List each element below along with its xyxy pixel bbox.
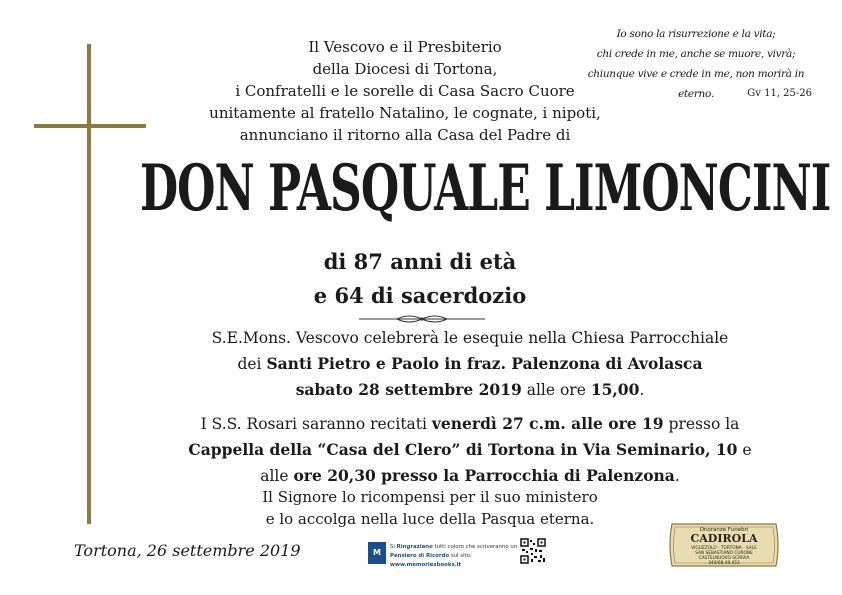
deceased-name: DON PASQUALE LIMONCINI	[140, 152, 831, 226]
memories-text-part: Ringraziano	[396, 544, 433, 550]
memories-text	[390, 543, 518, 570]
closing-prayer	[215, 486, 645, 530]
closing-line: Il Signore lo ricompensi per il suo ministero	[262, 488, 598, 506]
funeral-line-3	[140, 377, 800, 403]
memories-text-part: Si	[390, 544, 397, 550]
rosary-text: alle	[260, 467, 294, 485]
memories-text-part: tutti coloro che scriveranno un	[432, 544, 518, 550]
stamp-brand: CADIROLA	[690, 532, 758, 545]
rosary-line-1	[140, 411, 800, 437]
age-line: e 64 di sacerdozio	[313, 283, 527, 308]
stamp-line: VIGUZZOLO - TORTONA - SALE	[691, 546, 757, 551]
intro-line: i Confratelli e le sorelle di Casa Sacro Cuore	[235, 82, 575, 100]
funeral-time: 15,00	[590, 380, 640, 399]
stamp-phone: 340/68.49.453	[708, 561, 740, 566]
memories-logo-icon: M	[368, 542, 386, 564]
rosary-text: .	[674, 467, 680, 485]
cross-vertical-bar	[87, 44, 91, 524]
funeral-line-1	[140, 326, 800, 351]
funeral-text: S.E.Mons. Vescovo celebrerà le esequie nella Chiesa Parrocchiale	[211, 329, 729, 347]
stamp-line: SAN SEBASTIANO CURONE	[695, 551, 753, 556]
memories-link[interactable]: www.memoriesbooks.it	[390, 562, 462, 568]
qr-code-icon[interactable]	[520, 538, 546, 564]
stamp-line: CASTELNUOVO SCRIVIA	[698, 556, 750, 561]
quote-line: chiunque vive e crede in me, non morirà in eterno.	[587, 68, 805, 100]
intro-line: Il Vescovo e il Presbiterio	[308, 38, 502, 56]
rosary-second-location: ore 20,30 presso la Parrocchia di Palenzona	[293, 466, 675, 485]
intro-line: della Diocesi di Tortona,	[312, 60, 498, 78]
age-line: di 87 anni di età	[323, 249, 517, 274]
funeral-home-stamp	[668, 520, 780, 570]
announcement-intro	[170, 36, 640, 146]
stamp-line: Onoranze Funebri	[699, 527, 749, 533]
closing-line: e lo accolga nella luce della Pasqua eterna.	[265, 510, 595, 528]
intro-line: annunciano il ritorno alla Casa del Padre di	[239, 126, 571, 144]
rosary-text: e	[737, 441, 752, 459]
funeral-text: dei	[237, 355, 267, 373]
church-name: Santi Pietro e Paolo in fraz. Palenzona di Avolasca	[266, 354, 703, 373]
rosary-location: Cappella della “Casa del Clero” di Tortona in Via Seminario, 10	[188, 440, 738, 459]
ceremony-details	[140, 326, 800, 489]
quote-line: chi crede in me, anche se muore, vivrà;	[596, 48, 796, 60]
rosary-text: I S.S. Rosari saranno recitati	[200, 415, 432, 433]
intro-line: unitamente al fratello Natalino, le cognate, i nipoti,	[209, 104, 601, 122]
funeral-line-2	[140, 351, 800, 377]
rosary-date: venerdì 27 c.m. alle ore 19	[431, 414, 664, 433]
quote-line: Io sono la risurrezione e la vita;	[616, 28, 776, 40]
place-date: Tortona, 26 settembre 2019	[74, 541, 301, 560]
memories-text-part: sul sito:	[449, 553, 472, 559]
memories-text-part: Pensiero di Ricordo	[390, 553, 450, 559]
funeral-date: sabato 28 settembre 2019	[295, 380, 522, 399]
funeral-text: .	[639, 381, 645, 399]
memories-books-notice	[368, 538, 543, 568]
ornament-divider	[357, 313, 487, 325]
funeral-text: alle ore	[521, 381, 591, 399]
quote-reference: Gv 11, 25-26	[747, 88, 812, 99]
rosary-line-2	[140, 437, 800, 463]
cross-horizontal-bar	[34, 124, 146, 128]
age-info	[260, 245, 580, 313]
rosary-text: presso la	[663, 415, 740, 433]
